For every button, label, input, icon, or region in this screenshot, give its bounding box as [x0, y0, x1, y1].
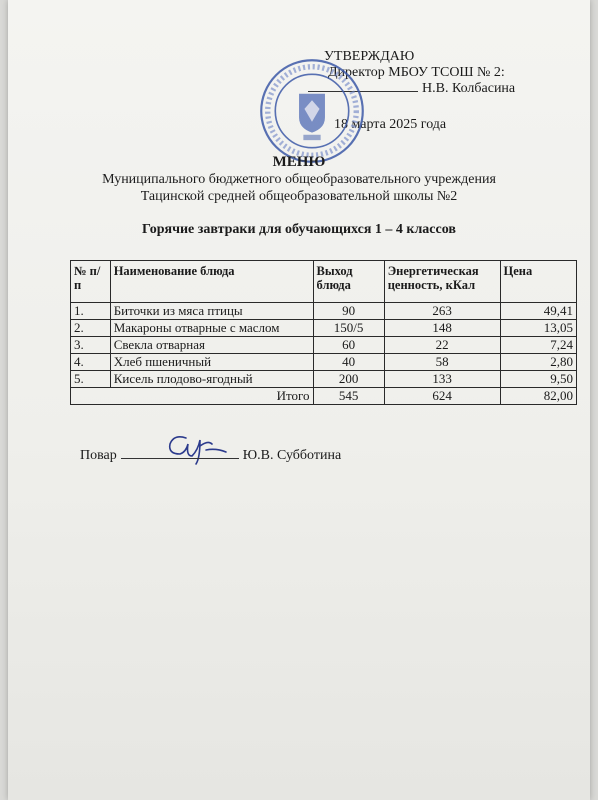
total-output: 545: [313, 388, 384, 405]
row-num: 4.: [71, 354, 111, 371]
table-header-row: [71, 261, 577, 303]
cook-label: Повар: [80, 448, 117, 463]
row-price: 2,80: [500, 354, 576, 371]
org-line-1: Муниципального бюджетного общеобразовательного учреждения: [102, 172, 496, 187]
header-num: № п/п: [71, 261, 111, 303]
row-price: 9,50: [500, 371, 576, 388]
table-row: [71, 371, 577, 388]
document-page: [8, 0, 590, 800]
row-num: 1.: [71, 303, 111, 320]
row-name: Макароны отварные с маслом: [110, 320, 313, 337]
approval-position: Директор МБОУ ТСОШ № 2:: [328, 65, 505, 80]
row-num: 5.: [71, 371, 111, 388]
header-name: Наименование блюда: [110, 261, 313, 303]
total-label: Итого: [71, 388, 314, 405]
table-row: [71, 320, 577, 337]
row-output: 40: [313, 354, 384, 371]
row-energy: 148: [384, 320, 500, 337]
director-name: Н.В. Колбасина: [422, 81, 516, 96]
total-row: [71, 388, 577, 405]
table-row: [71, 303, 577, 320]
row-output: 150/5: [313, 320, 384, 337]
round-stamp-icon: [258, 57, 366, 165]
row-price: 13,05: [500, 320, 576, 337]
total-energy: 624: [384, 388, 500, 405]
row-output: 60: [313, 337, 384, 354]
row-output: 90: [313, 303, 384, 320]
cook-signature-line: [80, 447, 341, 464]
row-price: 49,41: [500, 303, 576, 320]
header-energy: Энергетическая ценность, кКал: [384, 261, 500, 303]
row-energy: 133: [384, 371, 500, 388]
row-price: 7,24: [500, 337, 576, 354]
header-price: Цена: [500, 261, 576, 303]
row-name: Хлеб пшеничный: [110, 354, 313, 371]
total-price: 82,00: [500, 388, 576, 405]
row-energy: 263: [384, 303, 500, 320]
row-name: Биточки из мяса птицы: [110, 303, 313, 320]
page-title: МЕНЮ: [272, 154, 326, 170]
row-num: 2.: [71, 320, 111, 337]
table-row: [71, 354, 577, 371]
row-output: 200: [313, 371, 384, 388]
header-output: Выход блюда: [313, 261, 384, 303]
row-name: Свекла отварная: [110, 337, 313, 354]
row-energy: 58: [384, 354, 500, 371]
table-row: [71, 337, 577, 354]
row-energy: 22: [384, 337, 500, 354]
menu-table: [70, 260, 577, 405]
cook-name: Ю.В. Субботина: [242, 448, 342, 463]
menu-subtitle: Горячие завтраки для обучающихся 1 – 4 классов: [142, 222, 456, 237]
signature-underline: [121, 458, 239, 459]
row-name: Кисель плодово-ягодный: [110, 371, 313, 388]
title-block: [8, 153, 590, 238]
approval-heading: УТВЕРЖДАЮ: [324, 49, 415, 64]
row-num: 3.: [71, 337, 111, 354]
approval-date: 18 марта 2025 года: [334, 117, 447, 132]
org-line-2: Тацинской средней общеобразовательной школы №2: [140, 189, 458, 204]
